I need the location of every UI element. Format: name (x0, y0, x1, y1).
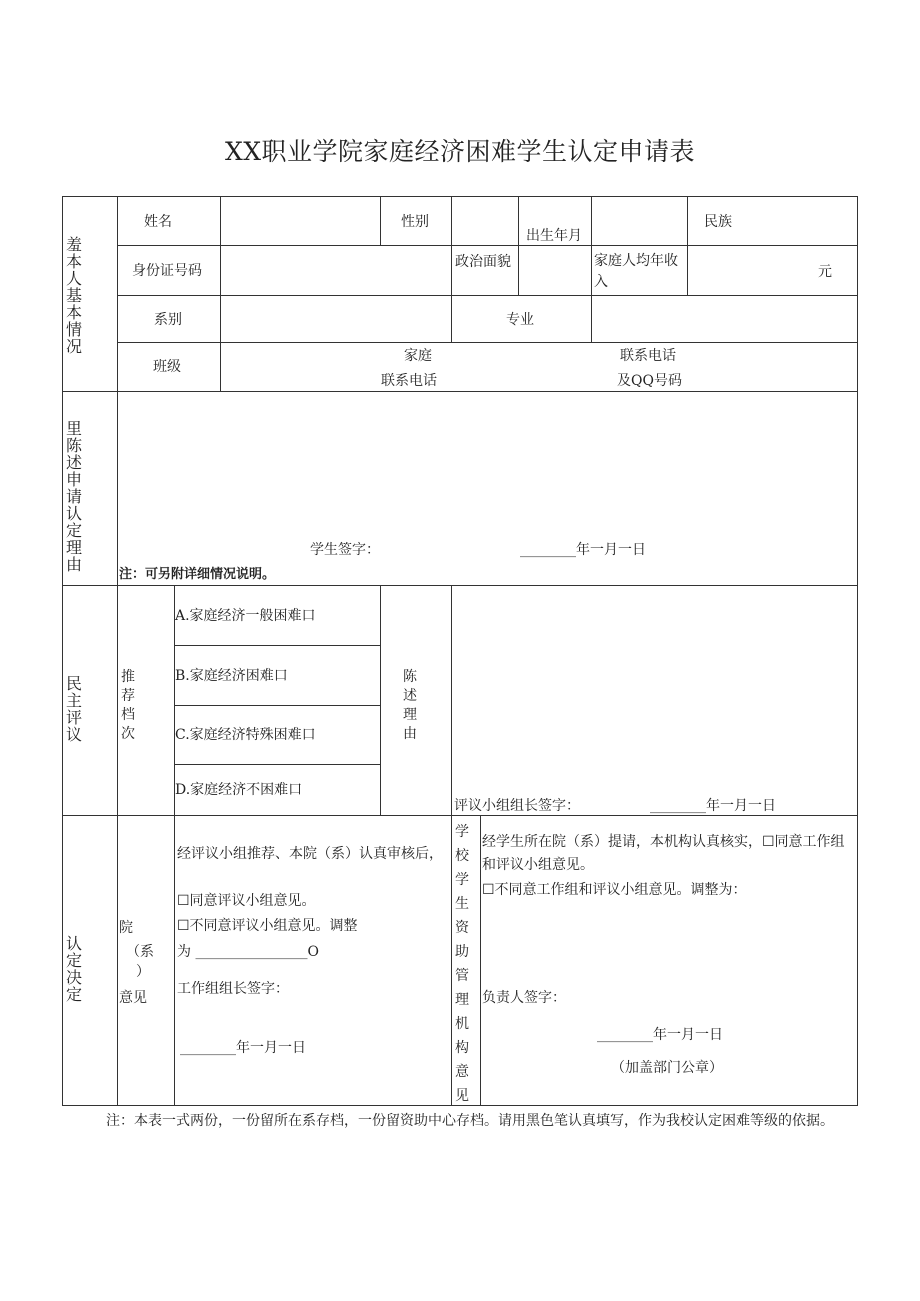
reason-note: 注：可另附详细情况说明。 (119, 567, 276, 582)
divider (220, 196, 221, 391)
footer-note: 注：本表一式两份，一份留所在系存档，一份留资助中心存档。请用黑色笔认真填写，作为我校认定困难等级的依据。 (106, 1113, 834, 1129)
ethnicity-label: 民族 (704, 214, 732, 230)
section-label-decision: 认定决定 (65, 934, 82, 1004)
gender-label: 性别 (401, 214, 429, 230)
college-agree-option: ☐同意评议小组意见。 (177, 893, 316, 909)
college-review-text: 经评议小组推荐、本院（系）认真审核后， (177, 846, 443, 862)
divider (451, 196, 452, 342)
college-disagree-option: ☐不同意评议小组意见。调整 (177, 918, 358, 934)
divider (174, 645, 380, 646)
divider (518, 196, 519, 295)
contact-label-2: 及QQ号码 (617, 373, 682, 389)
school-review-text: 经学生所在院（系）提请，本机构认真核实，☐同意工作组和评议小组意见。 (482, 834, 845, 873)
student-signature-date: ________年一月一日 (520, 542, 646, 558)
divider (117, 342, 858, 343)
divider (451, 815, 452, 1106)
option-c: C.家庭经济特殊困难口 (175, 727, 316, 743)
school-aid-office-label: 学校学生资助管理机构意见 (455, 824, 469, 1104)
divider (480, 815, 481, 1106)
option-b: B.家庭经济困难口 (175, 668, 288, 684)
college-adjust-line: 为 ________________O (177, 944, 319, 960)
income-unit: 元 (818, 264, 832, 280)
political-status-label: 政治面貌 (455, 254, 511, 270)
major-label: 专业 (506, 312, 534, 328)
option-d: D.家庭经济不困难口 (175, 782, 303, 798)
college-opinion-label: 院 (119, 920, 133, 936)
school-disagree-option: ☐不同意工作组和评议小组意见。调整为： (482, 882, 747, 898)
divider (380, 585, 381, 815)
name-label: 姓名 (144, 214, 172, 230)
divider (62, 391, 858, 392)
divider (591, 196, 592, 342)
section-label-basic-info: 羞本人基本情况 (65, 235, 82, 356)
home-phone-label-2: 联系电话 (381, 373, 437, 389)
divider (451, 585, 452, 815)
school-leader-signature: 负责人签字： (482, 990, 566, 1006)
official-seal-note: （加盖部门公章） (611, 1060, 723, 1076)
student-signature-label: 学生签字： (310, 542, 380, 558)
college-opinion-label-3: ） (136, 964, 150, 980)
school-date: ________年一月一日 (597, 1027, 723, 1043)
college-opinion-label-4: 意见 (119, 990, 147, 1006)
divider (174, 585, 175, 1106)
id-number-label: 身份证号码 (132, 263, 202, 279)
birth-date-label: 出生年月 (526, 228, 582, 244)
statement-reason-label: 陈述理由 (403, 669, 417, 742)
option-a: A.家庭经济一般困难口 (175, 608, 316, 624)
class-label: 班级 (153, 359, 181, 375)
recommended-level-label: 推荐档次 (121, 669, 135, 742)
college-opinion-label-2: （系 (126, 944, 154, 960)
section-label-review: 民主评议 (65, 674, 82, 744)
divider (117, 245, 858, 246)
department-label: 系别 (154, 312, 182, 328)
review-group-signature: 评议小组组长签字： (454, 798, 580, 814)
divider (62, 585, 858, 586)
review-group-date: ________年一月一日 (650, 798, 776, 814)
divider (117, 196, 118, 1106)
household-income-label: 家庭人均年收入 (594, 253, 678, 290)
section-label-reason: 里陈述申请认定理由 (65, 419, 82, 574)
divider (380, 196, 381, 245)
form-title: XX职业学院家庭经济困难学生认定申请表 (224, 137, 696, 166)
divider (174, 764, 380, 765)
contact-label: 联系电话 (620, 348, 676, 364)
college-date: ________年一月一日 (180, 1040, 306, 1056)
divider (174, 705, 380, 706)
home-phone-label: 家庭 (404, 348, 432, 364)
divider (117, 295, 858, 296)
college-leader-signature: 工作组组长签字： (177, 981, 289, 997)
